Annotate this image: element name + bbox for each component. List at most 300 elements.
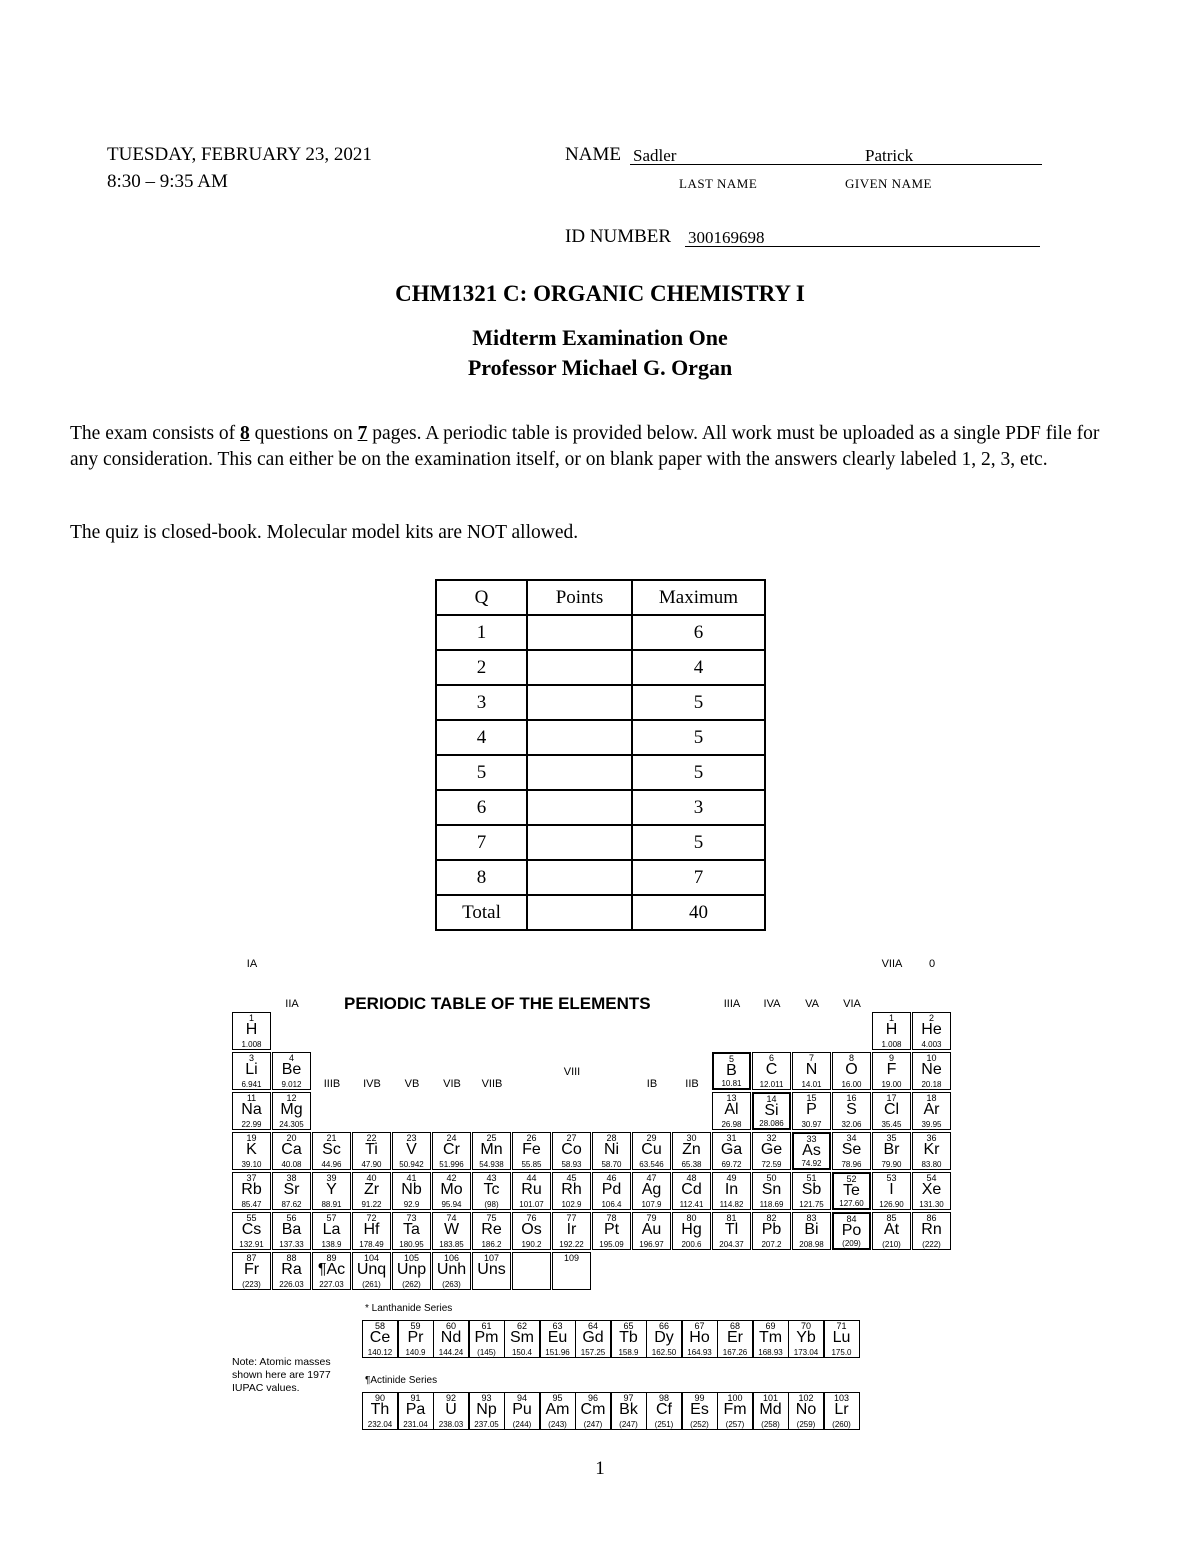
element-cell [682, 1320, 718, 1358]
element-symbol: Te [843, 1182, 860, 1199]
atomic-number: 27 [566, 1133, 577, 1143]
atomic-mass: 69.72 [721, 1160, 742, 1169]
element-cell [792, 1092, 831, 1130]
atomic-number: 79 [646, 1213, 657, 1223]
element-cell [712, 1052, 751, 1090]
element-symbol: Cf [656, 1401, 672, 1418]
element-symbol: Na [241, 1101, 262, 1118]
atomic-mass: 39.10 [241, 1160, 262, 1169]
element-cell [362, 1392, 398, 1430]
element-symbol: Dy [654, 1329, 674, 1346]
element-symbol: N [805, 1061, 818, 1078]
element-cell [232, 1212, 271, 1250]
periodic-table [232, 958, 962, 1437]
atomic-number: 96 [587, 1393, 598, 1403]
element-cell [712, 1172, 751, 1210]
total-label-cell: Total [436, 895, 527, 930]
atomic-number: 84 [846, 1214, 857, 1224]
element-cell [824, 1392, 860, 1430]
element-cell [632, 1172, 671, 1210]
element-symbol: Er [727, 1329, 743, 1346]
id-value[interactable]: 300169698 [688, 228, 765, 247]
points-cell[interactable] [527, 790, 632, 825]
total-maximum-cell: 40 [632, 895, 765, 930]
atomic-mass: (209) [842, 1239, 861, 1248]
element-symbol: Sm [510, 1329, 534, 1346]
element-cell [752, 1172, 791, 1210]
maximum-cell: 5 [632, 755, 765, 790]
element-symbol: P [806, 1101, 817, 1118]
atomic-number: 1 [888, 1013, 894, 1023]
element-symbol: Sr [283, 1181, 300, 1198]
question-cell: 5 [436, 755, 527, 790]
element-cell [912, 1012, 951, 1050]
element-symbol: In [724, 1181, 739, 1198]
group-label: IB [646, 1078, 658, 1090]
atomic-mass: 190.2 [521, 1240, 542, 1249]
periodic-table-title: PERIODIC TABLE OF THE ELEMENTS [344, 994, 651, 1013]
atomic-mass: 22.99 [241, 1120, 262, 1129]
atomic-number: 69 [765, 1321, 776, 1331]
element-cell [912, 1212, 951, 1250]
element-symbol: Ra [281, 1261, 302, 1278]
group-label: 0 [928, 958, 936, 970]
element-symbol: Xe [921, 1181, 942, 1198]
atomic-number: 33 [806, 1134, 817, 1144]
atomic-mass: 227.03 [319, 1280, 344, 1289]
element-cell [792, 1052, 831, 1090]
element-cell [232, 1132, 271, 1170]
atomic-number: 16 [846, 1093, 857, 1103]
professor-name: Professor Michael G. Organ [467, 355, 733, 380]
element-symbol: Hg [681, 1221, 702, 1238]
atomic-number: 29 [646, 1133, 657, 1143]
element-symbol: Cr [443, 1141, 460, 1158]
last-name-value[interactable]: Sadler [633, 146, 677, 165]
element-cell [575, 1392, 611, 1430]
group-label: IIA [285, 998, 299, 1010]
atomic-number: 65 [623, 1321, 634, 1331]
atomic-mass: 140.12 [367, 1348, 393, 1357]
atomic-number: 28 [606, 1133, 617, 1143]
atomic-mass: 78.96 [841, 1160, 862, 1169]
element-symbol: Th [370, 1401, 390, 1418]
atomic-number: 53 [886, 1173, 897, 1183]
atomic-number: 63 [552, 1321, 563, 1331]
points-cell[interactable] [527, 720, 632, 755]
atomic-number: 100 [727, 1393, 743, 1403]
element-cell [540, 1392, 576, 1430]
atomic-number: 10 [926, 1053, 937, 1063]
element-cell [832, 1092, 871, 1130]
given-name-value[interactable]: Patrick [865, 146, 914, 165]
element-cell [312, 1132, 351, 1170]
atomic-number: 99 [694, 1393, 705, 1403]
atomic-number: 39 [326, 1173, 337, 1183]
atomic-number: 104 [363, 1253, 380, 1263]
maximum-cell: 5 [632, 685, 765, 720]
atomic-number: 51 [806, 1173, 817, 1183]
atomic-number: 44 [526, 1173, 537, 1183]
atomic-number: 87 [246, 1253, 257, 1263]
atomic-number: 68 [729, 1321, 740, 1331]
atomic-number: 73 [406, 1213, 417, 1223]
atomic-number: 103 [833, 1393, 850, 1403]
element-symbol: Uns [477, 1261, 506, 1278]
atomic-number: 55 [246, 1213, 257, 1223]
element-cell [712, 1132, 751, 1170]
table-row [436, 615, 765, 650]
element-symbol: Pm [474, 1329, 499, 1346]
atomic-number: 30 [686, 1133, 697, 1143]
element-symbol: Yb [796, 1329, 816, 1346]
atomic-mass: 26.98 [721, 1120, 742, 1129]
element-symbol: Mg [280, 1101, 303, 1118]
element-symbol: Pt [603, 1221, 620, 1238]
table-row [436, 860, 765, 895]
atomic-number: 24 [446, 1133, 457, 1143]
atomic-number: 90 [374, 1393, 385, 1403]
atomic-mass: 51.996 [439, 1160, 464, 1169]
element-symbol: V [406, 1141, 417, 1158]
element-symbol: Be [281, 1061, 302, 1078]
element-cell [792, 1212, 831, 1250]
atomic-number: 91 [410, 1393, 421, 1403]
atomic-mass: 58.93 [561, 1160, 582, 1169]
element-cell [632, 1132, 671, 1170]
atomic-mass: 232.04 [367, 1420, 393, 1429]
total-points-cell[interactable] [527, 895, 632, 930]
atomic-mass: 16.00 [841, 1080, 862, 1089]
element-symbol: Sb [801, 1181, 822, 1198]
element-symbol: Rh [561, 1181, 582, 1198]
last-name-caption: LAST NAME [679, 176, 758, 191]
element-symbol: At [883, 1221, 900, 1238]
element-symbol: Pb [761, 1221, 782, 1238]
atomic-number: 78 [606, 1213, 617, 1223]
element-symbol: Ge [760, 1141, 783, 1158]
element-cell [753, 1392, 789, 1430]
element-symbol: Ag [641, 1181, 662, 1198]
atomic-number: 107 [483, 1253, 500, 1263]
atomic-mass: (261) [362, 1280, 381, 1289]
atomic-mass: 101.07 [519, 1200, 544, 1209]
atomic-number: 106 [443, 1253, 460, 1263]
atomic-number: 42 [446, 1173, 457, 1183]
atomic-number: 97 [623, 1393, 634, 1403]
atomic-mass: 14.01 [801, 1080, 822, 1089]
element-cell [872, 1172, 911, 1210]
atomic-number: 32 [766, 1133, 777, 1143]
atomic-mass: 168.93 [758, 1348, 783, 1357]
atomic-number: 38 [286, 1173, 297, 1183]
atomic-number: 5 [728, 1054, 734, 1064]
atomic-mass: 151.96 [545, 1348, 570, 1357]
atomic-mass: (145) [477, 1348, 496, 1357]
element-cell [872, 1132, 911, 1170]
element-cell [552, 1212, 591, 1250]
element-cell [352, 1252, 391, 1290]
atomic-number: 6 [768, 1053, 774, 1063]
atomic-mass: 150.4 [511, 1348, 533, 1357]
element-symbol: Ne [921, 1061, 942, 1078]
atomic-mass: (258) [761, 1420, 780, 1429]
element-cell [472, 1252, 511, 1290]
points-cell[interactable] [527, 860, 632, 895]
atomic-mass: 54.938 [479, 1160, 504, 1169]
atomic-number: 83 [806, 1213, 817, 1223]
atomic-number: 67 [694, 1321, 705, 1331]
element-cell [232, 1172, 271, 1210]
atomic-number: 41 [406, 1173, 417, 1183]
question-cell: 7 [436, 825, 527, 860]
atomic-mass: 112.41 [679, 1200, 704, 1209]
atomic-mass: (259) [796, 1420, 816, 1429]
atomic-mass: (263) [442, 1280, 461, 1289]
element-symbol: Al [724, 1101, 739, 1118]
atomic-mass: 178.49 [359, 1240, 384, 1249]
question-cell: 2 [436, 650, 527, 685]
element-symbol: Ca [281, 1141, 302, 1158]
atomic-number: 89 [326, 1253, 337, 1263]
element-cell [232, 1092, 271, 1130]
element-cell [753, 1320, 789, 1358]
element-symbol: Os [521, 1221, 542, 1238]
points-cell[interactable] [527, 615, 632, 650]
atomic-mass: 157.25 [580, 1348, 606, 1357]
element-symbol: B [726, 1062, 737, 1079]
atomic-number: 85 [886, 1213, 897, 1223]
element-cell [552, 1132, 591, 1170]
atomic-number: 75 [486, 1213, 497, 1223]
element-cell [592, 1212, 631, 1250]
element-symbol: Np [476, 1401, 497, 1418]
atomic-number: 13 [726, 1093, 737, 1103]
atomic-mass: 20.18 [921, 1080, 942, 1089]
element-cell [392, 1132, 431, 1170]
atomic-number: 43 [486, 1173, 497, 1183]
element-cell [611, 1392, 647, 1430]
atomic-number: 18 [926, 1093, 937, 1103]
atomic-number: 4 [288, 1053, 294, 1063]
points-cell[interactable] [527, 825, 632, 860]
atomic-number: 20 [286, 1133, 297, 1143]
atomic-mass: 44.96 [321, 1160, 342, 1169]
atomic-number: 1 [248, 1013, 254, 1023]
element-symbol: Se [841, 1141, 862, 1158]
atomic-number: 94 [516, 1393, 527, 1403]
atomic-number: 2 [928, 1013, 934, 1023]
atomic-mass: 107.9 [641, 1200, 662, 1209]
atomic-mass: (98) [484, 1200, 499, 1209]
element-symbol: Hf [363, 1221, 380, 1238]
atomic-number: 57 [326, 1213, 337, 1223]
atomic-mass: 10.81 [721, 1079, 742, 1088]
element-cell [232, 1012, 271, 1050]
atomic-number: 102 [798, 1393, 814, 1403]
element-cell [398, 1320, 434, 1358]
group-label: VB [404, 1078, 420, 1090]
atomic-mass: 114.82 [719, 1200, 744, 1209]
atomic-number: 72 [366, 1213, 377, 1223]
total-row [436, 895, 765, 930]
element-symbol: He [921, 1021, 942, 1038]
element-cell [433, 1392, 469, 1430]
atomic-mass: 121.75 [799, 1200, 824, 1209]
element-symbol: Br [883, 1141, 900, 1158]
atomic-number: 71 [836, 1321, 847, 1331]
atomic-mass: 175.0 [831, 1348, 852, 1357]
element-symbol: Tb [619, 1329, 638, 1346]
atomic-mass: 87.62 [281, 1200, 302, 1209]
element-cell [504, 1320, 540, 1358]
instr-text-c: pages. A periodic table is provided below. All work must be uploaded as a single PDF file for any consideration. This can either be on the examination itself, or on blank paper with the answers clearly labeled 1, 2, 3, etc. [70, 423, 1100, 470]
instructions-paragraph [70, 421, 1130, 473]
maximum-cell: 3 [632, 790, 765, 825]
page-number: 1 [595, 1458, 605, 1479]
element-symbol: Cl [883, 1101, 900, 1118]
points-cell[interactable] [527, 650, 632, 685]
element-cell [788, 1320, 824, 1358]
atomic-number: 58 [374, 1321, 385, 1331]
atomic-mass: (223) [242, 1280, 261, 1289]
atomic-mass: 9.012 [281, 1080, 302, 1089]
exam-title: Midterm Examination One [472, 325, 728, 350]
group-label: VA [805, 998, 819, 1010]
maximum-cell: 6 [632, 615, 765, 650]
atomic-mass: (222) [922, 1240, 941, 1249]
atomic-mass: 24.305 [279, 1120, 304, 1129]
element-symbol: Fm [723, 1401, 747, 1418]
name-underline [630, 164, 1042, 165]
table-header-row [436, 580, 765, 615]
atomic-mass: 183.85 [439, 1240, 464, 1249]
atomic-number: 77 [566, 1213, 577, 1223]
element-symbol: Pd [601, 1181, 622, 1198]
atomic-number: 88 [286, 1253, 297, 1263]
atomic-number: 17 [886, 1093, 897, 1103]
atomic-mass: 39.95 [921, 1120, 942, 1129]
instr-text-a: The exam consists of [70, 423, 241, 444]
atomic-mass: 106.4 [601, 1200, 622, 1209]
element-symbol: Cs [241, 1221, 262, 1238]
atomic-mass: 132.91 [239, 1240, 264, 1249]
element-symbol: Tc [483, 1181, 500, 1198]
maximum-cell: 5 [632, 720, 765, 755]
element-cell [632, 1212, 671, 1250]
element-symbol: F [886, 1061, 897, 1078]
atomic-mass: 91.22 [361, 1200, 382, 1209]
element-symbol: Cd [681, 1181, 702, 1198]
atomic-number: 54 [926, 1173, 937, 1183]
atomic-mass: 167.26 [722, 1348, 748, 1357]
atomic-number: 76 [526, 1213, 537, 1223]
element-cell [832, 1052, 871, 1090]
atomic-number: 49 [726, 1173, 737, 1183]
atomic-mass: (257) [725, 1420, 745, 1429]
element-cell [792, 1132, 831, 1170]
element-cell [392, 1172, 431, 1210]
points-cell[interactable] [527, 755, 632, 790]
points-cell[interactable] [527, 685, 632, 720]
atomic-number: 26 [526, 1133, 537, 1143]
element-symbol: S [846, 1101, 857, 1118]
atomic-mass: 58.70 [601, 1160, 622, 1169]
element-cell [272, 1092, 311, 1130]
element-symbol: La [322, 1221, 341, 1238]
atomic-mass: 65.38 [681, 1160, 702, 1169]
element-symbol: O [845, 1061, 858, 1078]
atomic-number: 35 [886, 1133, 897, 1143]
atomic-mass: 83.80 [921, 1160, 942, 1169]
element-cell [912, 1132, 951, 1170]
element-symbol: Ar [923, 1101, 940, 1118]
atomic-mass: 55.85 [521, 1160, 542, 1169]
element-cell [512, 1172, 551, 1210]
element-cell [672, 1172, 711, 1210]
element-symbol: Li [245, 1061, 258, 1078]
element-cell [272, 1172, 311, 1210]
atomic-number: 105 [403, 1253, 420, 1263]
element-cell [712, 1092, 751, 1130]
element-cell [432, 1172, 471, 1210]
element-symbol: K [246, 1141, 257, 1158]
element-cell [717, 1320, 753, 1358]
element-cell [232, 1052, 271, 1090]
atomic-mass: 186.2 [481, 1240, 502, 1249]
header-maximum: Maximum [632, 580, 765, 615]
element-symbol: I [889, 1181, 894, 1198]
element-symbol: Mn [480, 1141, 503, 1158]
atomic-number: 98 [658, 1393, 669, 1403]
element-cell [752, 1212, 791, 1250]
table-row [436, 755, 765, 790]
atomic-number: 74 [446, 1213, 457, 1223]
element-cell [717, 1392, 753, 1430]
atomic-number: 40 [366, 1173, 377, 1183]
maximum-cell: 7 [632, 860, 765, 895]
atomic-number: 9 [888, 1053, 894, 1063]
element-cell [592, 1132, 631, 1170]
element-cell [512, 1252, 551, 1290]
element-symbol: Rb [241, 1181, 262, 1198]
atomic-mass: 196.97 [639, 1240, 664, 1249]
element-symbol: Ho [689, 1329, 710, 1346]
atomic-number: 15 [806, 1093, 817, 1103]
atomic-mass: 144.24 [438, 1348, 464, 1357]
element-symbol: C [765, 1061, 778, 1078]
element-symbol: Ru [521, 1181, 542, 1198]
atomic-number: 48 [686, 1173, 697, 1183]
id-label: ID NUMBER [565, 226, 672, 247]
atomic-number: 47 [646, 1173, 657, 1183]
atomic-mass: 50.942 [399, 1160, 424, 1169]
atomic-mass: 237.05 [474, 1420, 499, 1429]
atomic-mass: 85.47 [241, 1200, 262, 1209]
atomic-mass: 137.33 [279, 1240, 304, 1249]
element-symbol: Pu [512, 1401, 532, 1418]
element-cell [472, 1212, 511, 1250]
element-symbol: As [802, 1142, 821, 1159]
element-cell [432, 1212, 471, 1250]
element-symbol: Sc [322, 1141, 341, 1158]
element-cell [272, 1132, 311, 1170]
element-cell [752, 1132, 791, 1170]
element-symbol: Pa [405, 1401, 426, 1418]
table-row [436, 650, 765, 685]
element-cell [611, 1320, 647, 1358]
element-cell [832, 1212, 871, 1250]
